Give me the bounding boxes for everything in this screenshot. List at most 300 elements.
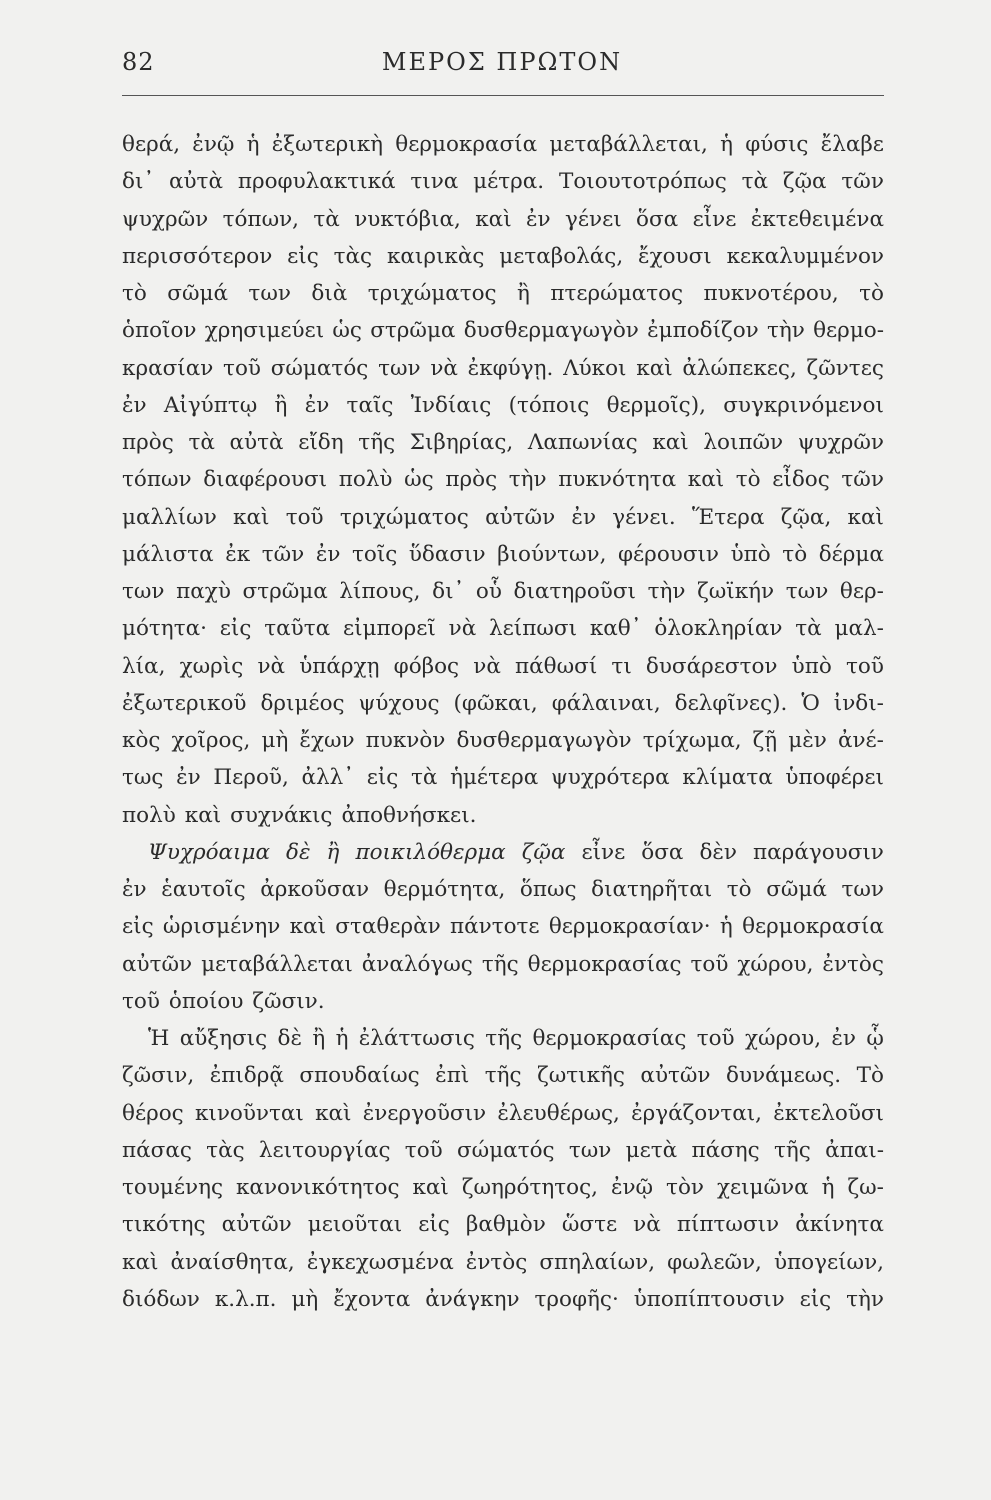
word: τοῦ bbox=[285, 504, 324, 530]
word: τὰ bbox=[410, 765, 438, 791]
word: ζῷα bbox=[782, 169, 827, 195]
word: ἀναίσθητα, bbox=[170, 1249, 295, 1275]
word: ψυχρῶν bbox=[797, 430, 884, 455]
word: μότητα· bbox=[122, 616, 207, 642]
word: δυσθερμαγωγὸν bbox=[456, 728, 632, 753]
text-line bbox=[122, 536, 884, 573]
word: τοῦ bbox=[696, 1026, 735, 1051]
word: φύσις bbox=[745, 132, 809, 157]
word: Ψυχρόαιμα bbox=[148, 839, 270, 865]
word: των bbox=[785, 579, 829, 604]
word: ποικιλόθερμα bbox=[355, 839, 506, 865]
word: θερμοκρασίαν· bbox=[548, 914, 711, 940]
word: ὑποπίπτουσιν bbox=[633, 1286, 785, 1312]
word: καὶ bbox=[315, 1100, 352, 1126]
word: νὰ bbox=[257, 653, 286, 679]
word: μὴ bbox=[291, 1286, 319, 1312]
word: τὸ bbox=[782, 541, 808, 567]
word: (τόποις bbox=[508, 392, 590, 418]
word: ἐγκεχωσμένα bbox=[306, 1249, 454, 1275]
word: τῆς bbox=[484, 1063, 522, 1089]
word: ἢ bbox=[517, 281, 530, 306]
word: σῶμά bbox=[167, 281, 228, 306]
word: τὰς bbox=[333, 243, 373, 269]
word: κινοῦνται bbox=[194, 1100, 304, 1126]
word: καὶ bbox=[687, 467, 725, 493]
word: ἡ bbox=[335, 1026, 349, 1051]
word: εἰς bbox=[366, 765, 399, 791]
word: μαλ- bbox=[834, 616, 884, 642]
word: βιούντων, bbox=[497, 541, 607, 567]
word: ὑπογείων, bbox=[773, 1249, 884, 1275]
word: φέρουσιν bbox=[617, 541, 720, 567]
word: ἀπαι- bbox=[825, 1137, 884, 1163]
text-line bbox=[122, 387, 884, 424]
word: ὁποῖον bbox=[122, 318, 197, 344]
word: Ἡ bbox=[148, 1026, 170, 1051]
word: μέτρα. bbox=[473, 169, 545, 195]
word: εἶνε bbox=[692, 206, 737, 232]
word: κανονικότητος bbox=[235, 1175, 400, 1200]
text-line bbox=[122, 1206, 884, 1243]
word: τὴν bbox=[846, 1286, 884, 1312]
text-line bbox=[122, 1020, 884, 1057]
word: Ἕτερα bbox=[692, 504, 765, 530]
word: ζῶσιν, bbox=[122, 1063, 195, 1089]
word: εἰς bbox=[799, 1286, 832, 1312]
word: ἐν bbox=[122, 392, 147, 418]
word: ὡς bbox=[404, 467, 434, 493]
word: αὐτῶν bbox=[221, 1212, 292, 1238]
word: ὡς bbox=[332, 318, 362, 344]
word: καὶ bbox=[636, 355, 673, 381]
word: διὰ bbox=[311, 281, 348, 306]
word: τῆς bbox=[481, 951, 519, 977]
word: καὶ bbox=[412, 1175, 449, 1200]
word: ὕδασιν bbox=[408, 541, 486, 567]
word: ζωτικῆς bbox=[537, 1063, 625, 1089]
word: μεταβάλλεται bbox=[201, 951, 353, 977]
word: θερμο- bbox=[813, 318, 884, 344]
text-line bbox=[122, 1281, 884, 1318]
word: τὸ bbox=[122, 281, 147, 306]
word: ᾧ bbox=[866, 1026, 884, 1051]
word: θερμοκρασίας bbox=[527, 951, 682, 977]
word: μετὰ bbox=[625, 1137, 678, 1163]
text-line bbox=[122, 163, 884, 200]
word: τινα bbox=[410, 169, 459, 195]
word: των bbox=[568, 1137, 612, 1163]
word: ἡμέτερα bbox=[450, 765, 539, 791]
word: τως bbox=[122, 765, 164, 791]
word: ἐν bbox=[571, 504, 597, 530]
word: τοῦ bbox=[404, 1137, 443, 1163]
word: χωρὶς bbox=[179, 653, 244, 679]
word: Λύκοι bbox=[563, 355, 627, 381]
word: ταῖς bbox=[346, 392, 394, 418]
word: Σιβηρίας, bbox=[409, 430, 514, 455]
text-line bbox=[122, 573, 884, 610]
word: Τοιουτοτρόπως bbox=[558, 169, 727, 195]
word: πρὸς bbox=[122, 430, 174, 455]
word: ἐντὸς bbox=[465, 1249, 528, 1275]
word: τὸν bbox=[666, 1175, 704, 1200]
word: τὰ bbox=[795, 616, 822, 642]
word: τόπων, bbox=[222, 206, 299, 232]
word: τοῦ bbox=[122, 988, 160, 1014]
word: τοῦ bbox=[846, 653, 884, 679]
word: ἀρκοῦσαν bbox=[260, 877, 370, 902]
word: ἡ bbox=[719, 914, 733, 940]
text-line bbox=[122, 201, 884, 238]
word: εἰς bbox=[287, 243, 319, 269]
word: ἐμποδίζον bbox=[647, 318, 759, 344]
text-line bbox=[122, 424, 884, 461]
text-line bbox=[122, 312, 884, 349]
text-line bbox=[122, 871, 884, 908]
word: Αἰγύπτῳ bbox=[163, 392, 258, 418]
word: ἐν bbox=[526, 206, 551, 232]
word: πάντοτε bbox=[449, 914, 540, 940]
word: ὅσα bbox=[636, 206, 679, 232]
word: τῆς bbox=[485, 1026, 523, 1051]
word: τὴν bbox=[508, 467, 547, 493]
word: τῆς bbox=[774, 1137, 811, 1163]
word: πτερώματος bbox=[550, 281, 684, 306]
word: ἡ bbox=[720, 132, 733, 157]
word: δυσάρεστον bbox=[645, 653, 778, 679]
word: φάλαιναι, bbox=[551, 690, 661, 716]
word: κ.λ.π. bbox=[214, 1286, 277, 1312]
word: ταῦτα bbox=[264, 616, 331, 642]
word: ἀναλόγως bbox=[361, 951, 473, 977]
word: ἐπὶ bbox=[435, 1063, 470, 1089]
text-line bbox=[122, 834, 884, 871]
word: εἰμπορεῖ bbox=[342, 616, 436, 642]
word: ψύχους bbox=[358, 690, 440, 716]
word: συγκρινόμενοι bbox=[723, 392, 884, 418]
word: αὐτῶν bbox=[122, 951, 193, 977]
word: Περοῦ, bbox=[213, 765, 289, 791]
word: ὡρισμένην bbox=[162, 914, 281, 940]
word: Ὁ bbox=[801, 690, 820, 716]
text-line bbox=[122, 1169, 884, 1206]
word: τριχώματος bbox=[339, 504, 469, 530]
word: λειτουργίας bbox=[258, 1137, 391, 1163]
page-header bbox=[122, 48, 882, 88]
text-line bbox=[122, 499, 884, 536]
text-line bbox=[122, 350, 884, 387]
word: καὶ bbox=[289, 914, 326, 940]
word: λία, bbox=[122, 653, 166, 679]
body-text bbox=[122, 126, 884, 1318]
word: ἀκίνητα bbox=[795, 1212, 884, 1238]
word: νὰ bbox=[430, 355, 458, 381]
page-number: 82 bbox=[122, 48, 155, 76]
word: καιρικὰς bbox=[386, 243, 485, 269]
word: ἢ bbox=[312, 1026, 326, 1051]
word: πολὺ bbox=[122, 802, 176, 828]
word: ζῇ bbox=[752, 728, 778, 753]
word: τοῦ bbox=[223, 355, 261, 381]
word: αὐτῶν bbox=[640, 1063, 711, 1089]
word: χώρου, bbox=[737, 951, 814, 977]
word: τὸ bbox=[726, 877, 752, 902]
word: ἐκ bbox=[225, 541, 251, 567]
word: τὰ bbox=[188, 430, 215, 455]
word: ἐν bbox=[831, 1026, 856, 1051]
word: χρησιμεύει bbox=[204, 318, 325, 344]
text-line bbox=[122, 275, 884, 312]
word: καὶ bbox=[475, 206, 512, 232]
word: τροφῆς· bbox=[534, 1286, 619, 1312]
word: μάλιστα bbox=[122, 541, 214, 567]
word: ἰνδι- bbox=[833, 690, 884, 716]
word: χειμῶνα bbox=[716, 1175, 809, 1200]
text-line bbox=[122, 983, 884, 1020]
word: ψυχρῶν bbox=[122, 206, 209, 232]
word: κὸς bbox=[122, 728, 161, 753]
text-line bbox=[122, 126, 884, 163]
word: τῶν bbox=[841, 467, 884, 493]
word: ἐκτεθειμένα bbox=[750, 206, 884, 232]
text-line bbox=[122, 648, 884, 685]
word: τῶν bbox=[261, 541, 305, 567]
word: πάθωσί bbox=[515, 653, 598, 679]
word: τὸ bbox=[735, 467, 761, 493]
word: ἐλευθέρως, bbox=[497, 1100, 620, 1126]
word: σπηλαίων, bbox=[539, 1249, 656, 1275]
word: ἢ bbox=[274, 392, 288, 418]
word: τοῦ bbox=[690, 951, 729, 977]
word: καὶ bbox=[652, 430, 689, 455]
word: εἴδη bbox=[298, 430, 344, 455]
text-line bbox=[122, 1132, 884, 1169]
word: θερμοκρασίας bbox=[532, 1026, 687, 1051]
word: ἐν bbox=[304, 392, 330, 418]
word: ὁλοκληρίαν bbox=[654, 616, 783, 642]
word: ὑπάρχῃ bbox=[299, 653, 380, 679]
word: μεταβάλλεται, bbox=[549, 132, 708, 157]
text-line bbox=[122, 238, 884, 275]
word: ἐκφύγῃ. bbox=[467, 355, 554, 381]
word: ζωϊκήν bbox=[697, 579, 775, 604]
word: μὲν bbox=[788, 728, 827, 753]
word: τι bbox=[611, 653, 632, 679]
word: παχὺ bbox=[176, 579, 231, 604]
word: φωλεῶν, bbox=[667, 1249, 762, 1275]
word: παράγουσιν bbox=[753, 839, 884, 865]
word: τὴν bbox=[647, 579, 686, 604]
word: ἀποθνήσκει. bbox=[341, 802, 477, 828]
word: μαλλίων bbox=[122, 504, 217, 530]
text-line bbox=[122, 461, 884, 498]
word: πυκνὸν bbox=[365, 728, 446, 753]
word: τόπων bbox=[122, 467, 192, 493]
word: πρὸς bbox=[445, 467, 498, 493]
text-line bbox=[122, 722, 884, 759]
word: ἡ bbox=[246, 132, 260, 157]
word: αὐτὰ bbox=[229, 430, 284, 455]
word: χώρου, bbox=[744, 1026, 822, 1051]
word: τρίχωμα, bbox=[642, 728, 742, 753]
word: σώματός bbox=[270, 355, 369, 381]
word: δὲ bbox=[286, 839, 311, 865]
word: καὶ bbox=[233, 504, 270, 530]
text-line bbox=[122, 1057, 884, 1094]
word: ζωηρότητος, bbox=[461, 1175, 598, 1200]
word: θερ- bbox=[839, 579, 884, 604]
word: πίπτωσιν bbox=[676, 1212, 780, 1238]
word: ἔχων bbox=[299, 728, 355, 753]
word: διατηροῦσι bbox=[513, 579, 636, 604]
word: μειοῦται bbox=[307, 1212, 403, 1238]
word: νὰ bbox=[633, 1212, 661, 1238]
word: ἡ bbox=[821, 1175, 835, 1200]
word: θερά, bbox=[122, 132, 181, 157]
word: καὶ bbox=[184, 802, 222, 828]
word: κρασίαν bbox=[122, 355, 214, 381]
text-line bbox=[122, 759, 884, 796]
word: δέρμα bbox=[818, 541, 884, 567]
word: ὑπὸ bbox=[730, 541, 771, 567]
word: διατηρῆται bbox=[591, 877, 713, 902]
word: τῶν bbox=[841, 169, 884, 195]
word: στρῶμα bbox=[242, 579, 328, 604]
word: μεταβολάς, bbox=[499, 243, 624, 269]
text-line bbox=[122, 610, 884, 647]
word: σῶμά bbox=[766, 877, 827, 902]
word: κλίματα bbox=[682, 765, 773, 791]
word: θέρος bbox=[122, 1100, 184, 1126]
word: μὴ bbox=[261, 728, 289, 753]
word: διαφέρουσι bbox=[203, 467, 328, 493]
word: ἐνῷ bbox=[192, 132, 235, 157]
word: τὸ bbox=[859, 281, 884, 306]
text-line bbox=[122, 685, 884, 722]
word: προφυλακτικά bbox=[237, 169, 396, 195]
word: ζω- bbox=[847, 1175, 884, 1200]
word: φόβος bbox=[393, 653, 460, 679]
word: των bbox=[248, 281, 291, 306]
word: καὶ bbox=[847, 504, 884, 530]
word: πάσης bbox=[691, 1137, 760, 1163]
word: ἔχουσι bbox=[638, 243, 712, 269]
text-line bbox=[122, 908, 884, 945]
word: Τὸ bbox=[856, 1063, 884, 1089]
word: δελφῖνες). bbox=[674, 690, 788, 716]
word: ἐξωτερικὴ bbox=[271, 132, 384, 157]
word: ὅπως bbox=[519, 877, 577, 902]
word: πυκνοτέρου, bbox=[703, 281, 839, 306]
word: καὶ bbox=[122, 1249, 159, 1275]
word: ἐν bbox=[315, 541, 341, 567]
word: θερμότητα, bbox=[383, 877, 506, 902]
word: αὐτῶν bbox=[485, 504, 556, 530]
word: νὰ bbox=[448, 616, 477, 642]
word: εἰς bbox=[122, 914, 154, 940]
text-line bbox=[122, 1244, 884, 1281]
word: ὑποφέρει bbox=[785, 765, 884, 791]
header-rule bbox=[122, 95, 884, 96]
word: τὰ bbox=[313, 206, 340, 232]
word: εἶδος bbox=[772, 467, 830, 493]
word: κεκαλυμμένον bbox=[726, 243, 884, 269]
word: στρῶμα bbox=[370, 318, 456, 344]
word: ὑπὸ bbox=[791, 653, 832, 679]
word: ἀνάγκην bbox=[425, 1286, 520, 1312]
word: ὥστε bbox=[561, 1212, 618, 1238]
word: εἰς bbox=[418, 1212, 450, 1238]
word: καθ᾽ bbox=[589, 616, 642, 642]
word: ψυχρότερα bbox=[550, 765, 670, 791]
word: (φῶκαι, bbox=[453, 690, 538, 716]
word: πολὺ bbox=[338, 467, 393, 493]
word: τὰ bbox=[741, 169, 768, 195]
word: σπουδαίως bbox=[299, 1063, 420, 1089]
word: ζῷα, bbox=[780, 504, 832, 530]
word: ὅσα bbox=[641, 839, 684, 865]
word: δυνάμεως. bbox=[726, 1063, 842, 1089]
word: ζῷα bbox=[521, 839, 566, 865]
word: ἀλώπεκες, bbox=[682, 355, 797, 381]
word: ἐλάττωσις bbox=[358, 1026, 475, 1051]
word: ὁποίου bbox=[168, 988, 244, 1014]
word: πυκνότητα bbox=[558, 467, 677, 493]
word: ἔχοντα bbox=[333, 1286, 411, 1312]
word: δι᾽ bbox=[122, 169, 155, 195]
word: γένει bbox=[565, 206, 622, 232]
word: τὰς bbox=[206, 1137, 245, 1163]
word: των bbox=[122, 579, 165, 604]
word: διόδων bbox=[122, 1286, 200, 1312]
word: λείπωσι bbox=[489, 616, 578, 642]
word: θερμοκρασία bbox=[742, 914, 884, 940]
word: δι᾽ bbox=[432, 579, 465, 604]
word: σταθερὰν bbox=[335, 914, 441, 940]
word: αὔξησις bbox=[179, 1026, 268, 1051]
word: Ἰνδίαις bbox=[410, 392, 492, 418]
word: νυκτόβια, bbox=[354, 206, 461, 232]
word: ἐκτελοῦσι bbox=[773, 1100, 884, 1126]
running-head: ΜΕΡΟΣ ΠΡΩΤΟΝ bbox=[381, 48, 623, 76]
word: τῆς bbox=[358, 430, 396, 455]
word: ἐν bbox=[176, 765, 201, 791]
word: ἔλαβε bbox=[820, 132, 884, 157]
word: των bbox=[378, 355, 421, 381]
word: οὗ bbox=[475, 579, 502, 604]
word: περισσότερον bbox=[122, 243, 273, 269]
word: βαθμὸν bbox=[465, 1212, 546, 1238]
word: ζῶσιν. bbox=[252, 988, 325, 1014]
word: Λαπωνίας bbox=[527, 430, 638, 455]
word: τικότης bbox=[122, 1212, 206, 1238]
text-line bbox=[122, 1095, 884, 1132]
word: ἐργάζονται, bbox=[631, 1100, 762, 1126]
word: δριμέος bbox=[260, 690, 345, 716]
word: ἐν bbox=[122, 877, 147, 902]
word: ἀλλ᾽ bbox=[301, 765, 355, 791]
word: τὴν bbox=[766, 318, 805, 344]
word: ζῶντες bbox=[806, 355, 884, 381]
word: ἐντὸς bbox=[822, 951, 884, 977]
word: ἐνῷ bbox=[610, 1175, 654, 1200]
word: τριχώματος bbox=[367, 281, 497, 306]
word: τουμένης bbox=[122, 1175, 224, 1200]
word: εἰς bbox=[219, 616, 252, 642]
word: λίπους, bbox=[339, 579, 421, 604]
word: συχνάκις bbox=[230, 802, 333, 828]
